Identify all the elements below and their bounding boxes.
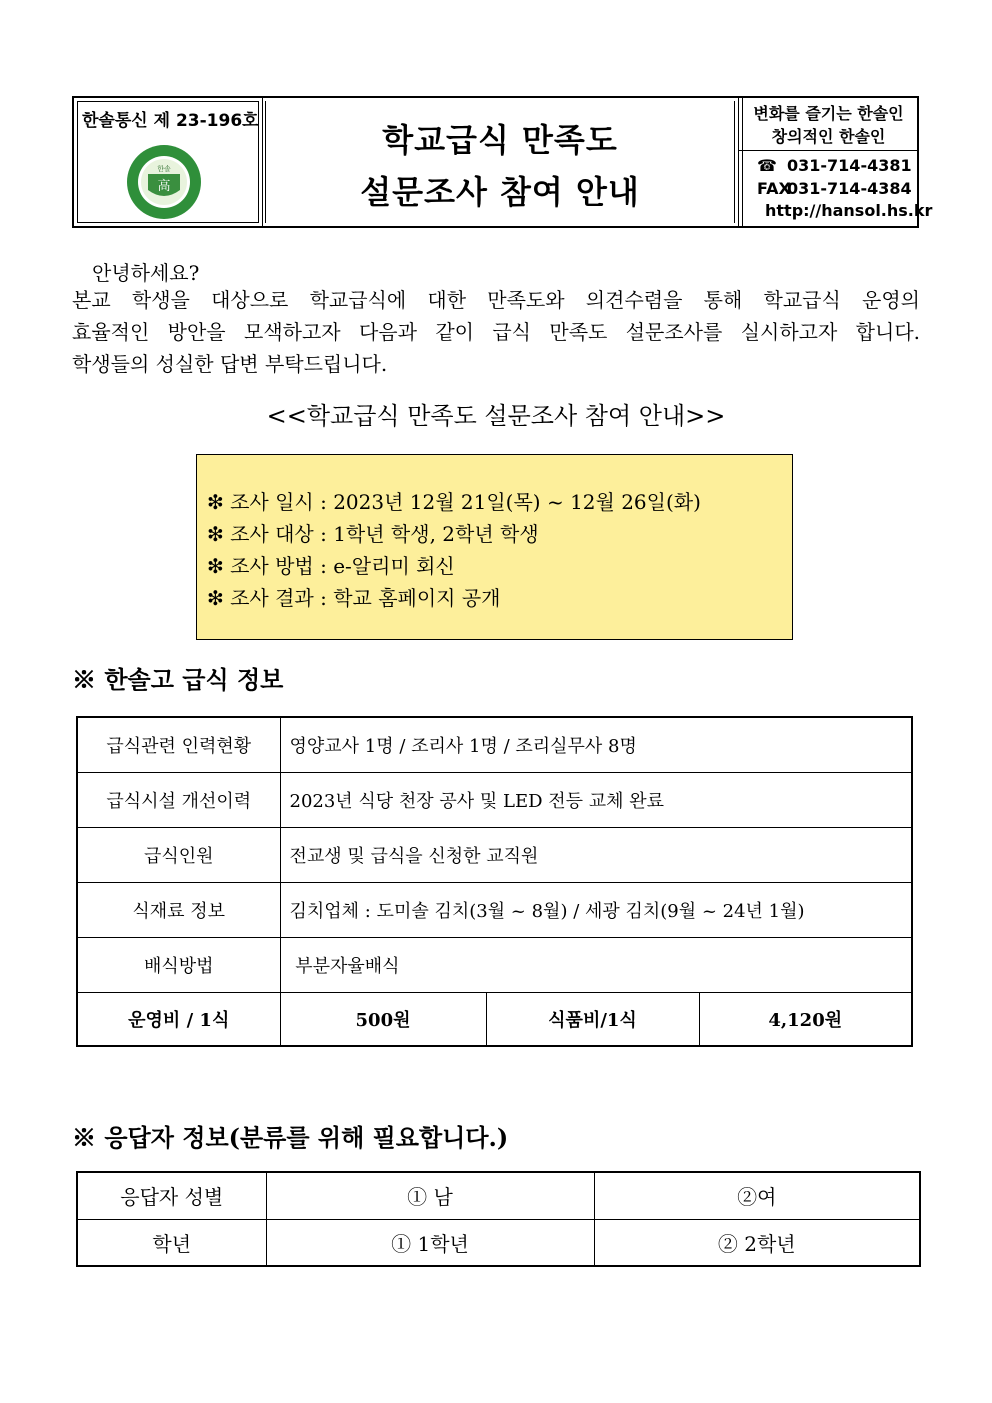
table-row [77, 717, 912, 772]
document-title-line2: 설문조사 참여 안내 [360, 173, 640, 211]
logo-center-text: 한솔 [157, 165, 171, 173]
telephone-icon: ☎ [757, 156, 777, 175]
gender-option-male[interactable]: ① 남 [266, 1172, 594, 1219]
school-slogan-line2: 창의적인 한솔인 [771, 127, 886, 146]
table-row [77, 1219, 920, 1266]
table-row [77, 827, 912, 882]
table-value: 부분자율배식 [280, 937, 912, 992]
meal-info-table [76, 716, 913, 1047]
meal-info-heading: ※ 한솔고 급식 정보 [72, 665, 284, 694]
intro-paragraph [72, 284, 920, 380]
grade-label: 학년 [77, 1219, 266, 1266]
greeting: 안녕하세요? [92, 261, 200, 285]
gender-label: 응답자 성별 [77, 1172, 266, 1219]
school-website: http://hansol.hs.kr [765, 201, 933, 220]
cost-label: 운영비 / 1식 [77, 992, 280, 1046]
gender-option-female[interactable]: ②여 [594, 1172, 920, 1219]
survey-info-item: ❇ 조사 결과 : 학교 홈페이지 공개 [207, 586, 501, 610]
table-value: 김치업체 : 도미솔 김치(3월 ~ 8월) / 세광 김치(9월 ~ 24년 1월) [280, 882, 912, 937]
table-row [77, 1172, 920, 1219]
school-slogan-line1: 변화를 즐기는 한솔인 [753, 104, 904, 123]
table-value: 영양교사 1명 / 조리사 1명 / 조리실무사 8명 [280, 717, 912, 772]
survey-info-item: ❇ 조사 대상 : 1학년 학생, 2학년 학생 [207, 522, 539, 546]
fax-label: FAX [757, 179, 791, 198]
respondent-table [76, 1171, 921, 1267]
fax-number: 031-714-4384 [787, 179, 912, 198]
letterhead-contact-cell [738, 98, 933, 226]
letterhead-title-cell [262, 98, 738, 226]
table-label: 급식시설 개선이력 [77, 772, 280, 827]
survey-info-box [196, 454, 793, 640]
table-value: 전교생 및 급식을 신청한 교직원 [280, 827, 912, 882]
letterhead [72, 96, 933, 228]
table-row [77, 772, 912, 827]
phone-line [757, 156, 912, 175]
table-row [77, 937, 912, 992]
table-label: 급식인원 [77, 827, 280, 882]
table-row [77, 992, 912, 1046]
grade-option-1[interactable]: ① 1학년 [266, 1219, 594, 1266]
table-label: 배식방법 [77, 937, 280, 992]
phone-number: 031-714-4381 [787, 156, 912, 175]
food-cost-label: 식품비/1식 [486, 992, 699, 1046]
letterhead-left-cell [74, 98, 263, 226]
school-logo-icon [126, 144, 202, 220]
survey-section-title: <<학교급식 만족도 설문조사 참여 안내>> [266, 402, 726, 430]
survey-info-item: ❇ 조사 일시 : 2023년 12월 21일(목) ~ 12월 26일(화) [207, 490, 701, 514]
document-title-line1: 학교급식 만족도 [382, 121, 618, 159]
intro-line1: 본교 학생을 대상으로 학교급식에 대한 만족도와 의견수렴을 통해 학교급식 운영의 [72, 288, 920, 312]
survey-info-item: ❇ 조사 방법 : e-알리미 회신 [207, 554, 455, 578]
table-value: 2023년 식당 천장 공사 및 LED 전등 교체 완료 [280, 772, 912, 827]
logo-glyph-text: 高 [157, 179, 171, 194]
grade-option-2[interactable]: ② 2학년 [594, 1219, 920, 1266]
notice-number: 한솔통신 제 23-196호 [82, 111, 259, 131]
intro-line3: 학생들의 성실한 답변 부탁드립니다. [72, 352, 388, 376]
table-label: 급식관련 인력현황 [77, 717, 280, 772]
cost-value: 500원 [280, 992, 486, 1046]
table-row [77, 882, 912, 937]
intro-line2: 효율적인 방안을 모색하고자 다음과 같이 급식 만족도 설문조사를 실시하고자 합니다. [72, 320, 920, 344]
table-label: 식재료 정보 [77, 882, 280, 937]
respondent-heading: ※ 응답자 정보(분류를 위해 필요합니다.) [72, 1123, 509, 1152]
fax-line [757, 179, 912, 198]
food-cost-value: 4,120원 [699, 992, 912, 1046]
